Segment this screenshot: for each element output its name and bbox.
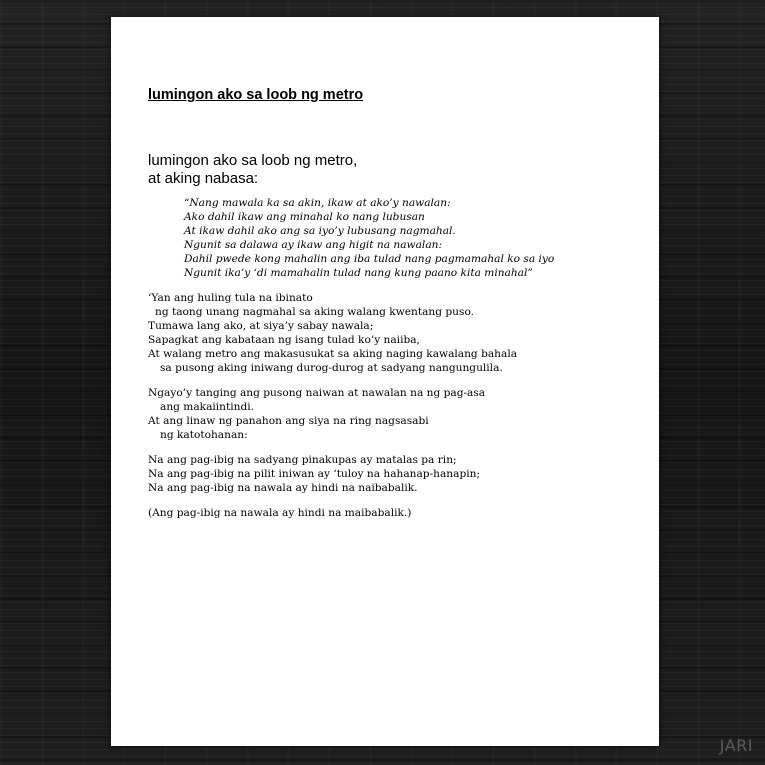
intro-line: lumingon ako sa loob ng metro, (148, 152, 358, 169)
intro-lines (148, 152, 357, 188)
quote-line: Ako dahil ikaw ang minahal ko nang lubusan (184, 211, 425, 223)
poem-line: Na ang pag-ibig na pilit iniwan ay ‘tuloy na hahanap-hanapin; (148, 468, 481, 480)
quote-line: Ngunit sa dalawa ay ikaw ang higit na nawalan: (184, 239, 443, 251)
poem-body (148, 291, 517, 531)
poem-line: At walang metro ang makasusukat sa aking naging kawalang bahala (148, 348, 518, 360)
poem-line: Na ang pag-ibig na sadyang pinakupas ay matalas pa rin; (148, 454, 457, 466)
stanza-1 (148, 291, 517, 375)
quote-line: “Nang mawala ka sa akin, ikaw at ako’y nawalan: (184, 197, 451, 209)
poem-line: ng taong unang nagmahal sa aking walang kwentang puso. (155, 306, 475, 318)
poem-line: At ang linaw ng panahon ang siya na ring nagsasabi (148, 415, 429, 427)
poem-line: ‘Yan ang huling tula na ibinato (148, 292, 313, 304)
stanza-2 (148, 386, 517, 442)
quote-line: Ngunit ika’y ‘di mamahalin tulad nang kung paano kita minahal” (184, 267, 533, 279)
document-page (111, 17, 659, 746)
quote-line: Dahil pwede kong mahalin ang iba tulad nang pagmamahal ko sa iyo (184, 253, 555, 265)
poem-line: (Ang pag-ibig na nawala ay hindi na maibabalik.) (148, 507, 412, 519)
quote-line: At ikaw dahil ako ang sa iyo’y lubusang nagmahal. (184, 225, 456, 237)
poem-line: Tumawa lang ako, at siya’y sabay nawala; (148, 320, 374, 332)
poem-line: sa pusong aking iniwang durog-durog at sadyang nangungulila. (160, 362, 503, 374)
intro-line: at aking nabasa: (148, 170, 259, 187)
stanza-3 (148, 453, 517, 495)
poem-line: Sapagkat ang kabataan ng isang tulad ko’y naiiba, (148, 334, 420, 346)
poem-line: Ngayo’y tanging ang pusong naiwan at nawalan na ng pag-asa (148, 387, 486, 399)
poem-line: ang makaiintindi. (160, 401, 254, 413)
poem-line: Na ang pag-ibig na nawala ay hindi na naibabalik. (148, 482, 418, 494)
document-title: lumingon ako sa loob ng metro (148, 87, 364, 103)
quoted-poem (184, 196, 554, 280)
watermark: JARI (719, 736, 753, 755)
poem-line: ng katotohanan: (160, 429, 248, 441)
stanza-4 (148, 506, 517, 520)
